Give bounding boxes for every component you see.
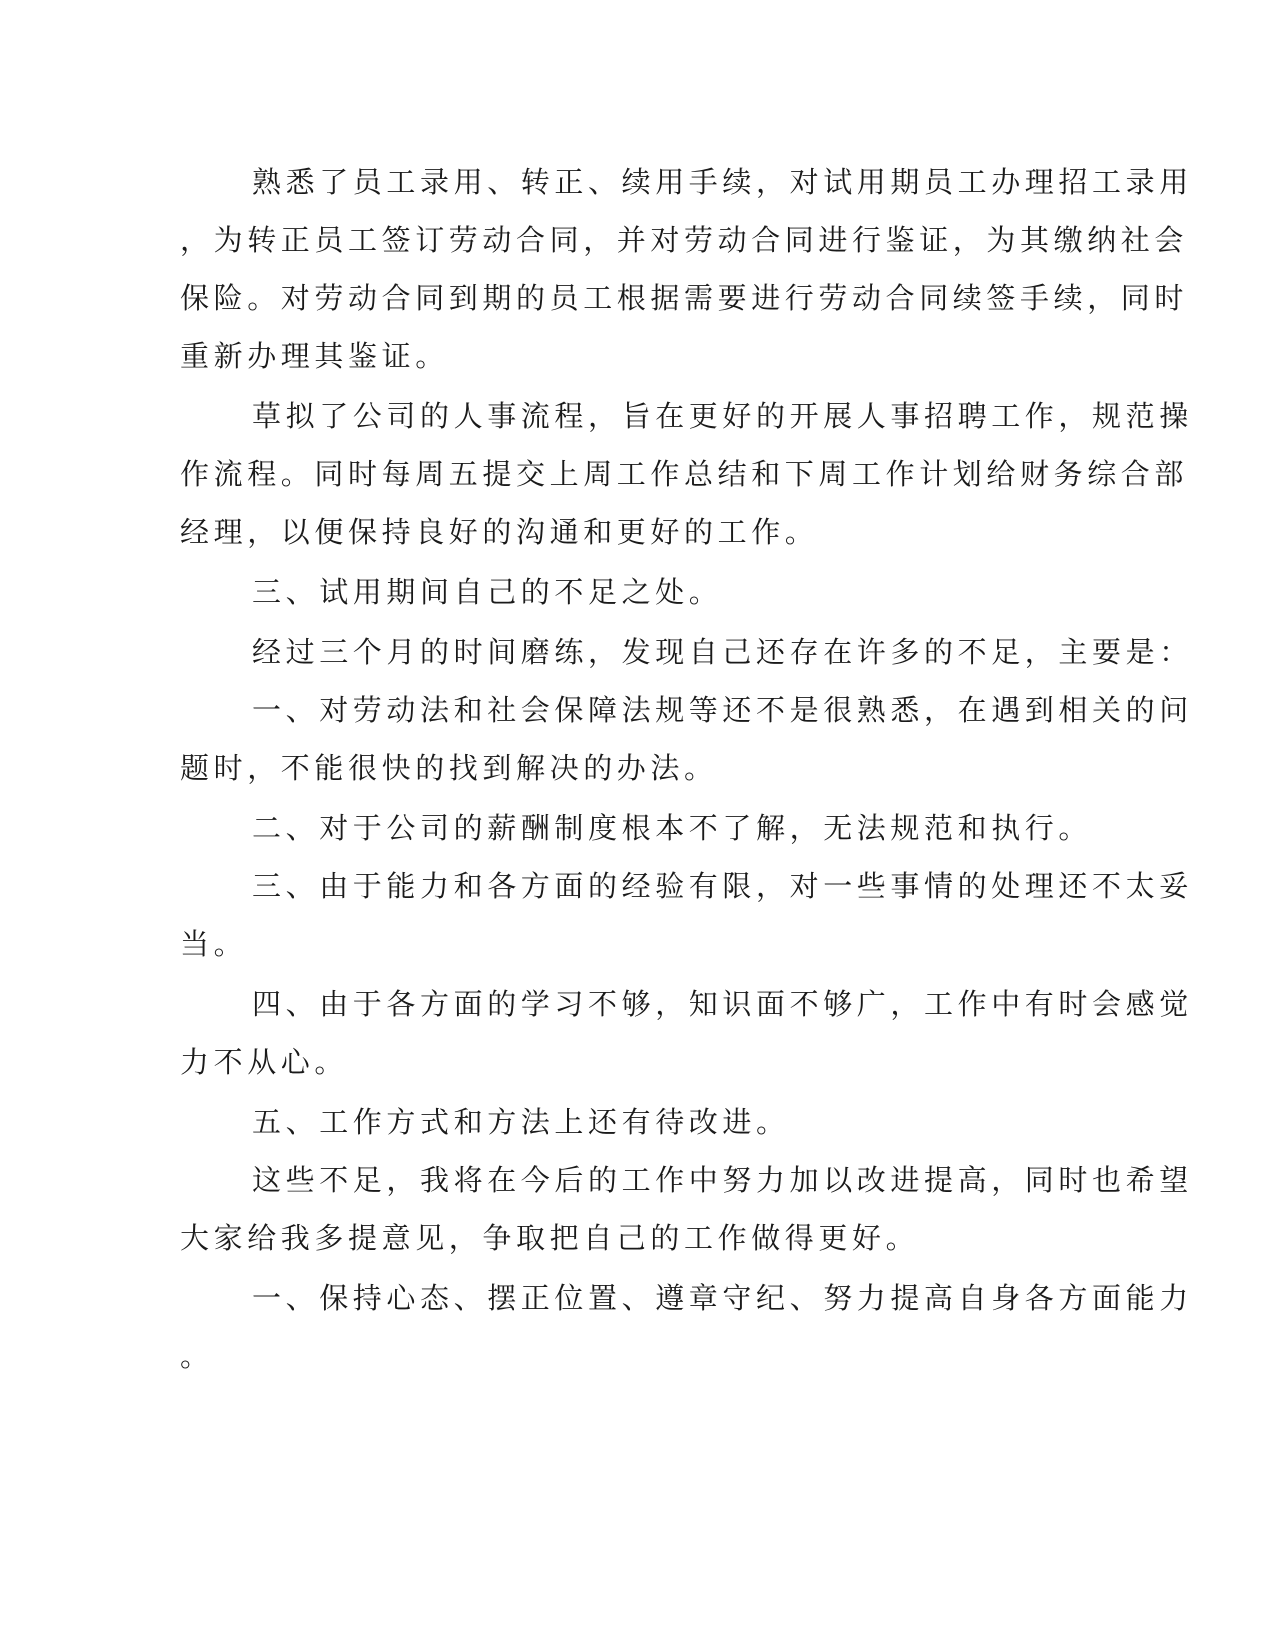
text-line: 草拟了公司的人事流程，旨在更好的开展人事招聘工作，规范操 (252, 399, 1193, 433)
text-line: 题时，不能很快的找到解决的办法。 (180, 751, 718, 785)
text-line: 一、对劳动法和社会保障法规等还不是很熟悉，在遇到相关的问 (252, 693, 1193, 727)
text-line: 四、由于各方面的学习不够，知识面不够广，工作中有时会感觉 (252, 987, 1193, 1021)
text-line: 经过三个月的时间磨练，发现自己还存在许多的不足，主要是： (252, 635, 1193, 669)
text-line: 五、工作方式和方法上还有待改进。 (252, 1105, 790, 1139)
text-line: 作流程。同时每周五提交上周工作总结和下周工作计划给财务综合部 (180, 457, 1189, 491)
text-line: 经理，以便保持良好的沟通和更好的工作。 (180, 515, 819, 549)
text-line: 三、由于能力和各方面的经验有限，对一些事情的处理还不太妥 (252, 869, 1193, 903)
text-line: 当。 (180, 927, 248, 961)
text-line: 。 (180, 1339, 214, 1373)
text-line: 保险。对劳动合同到期的员工根据需要进行劳动合同续签手续，同时 (180, 281, 1189, 315)
text-line: 三、试用期间自己的不足之处。 (252, 575, 723, 609)
text-line: 一、保持心态、摆正位置、遵章守纪、努力提高自身各方面能力 (252, 1281, 1193, 1315)
text-line: 大家给我多提意见，争取把自己的工作做得更好。 (180, 1221, 920, 1255)
text-line: 重新办理其鉴证。 (180, 339, 449, 373)
text-line: 力不从心。 (180, 1045, 349, 1079)
text-line: ，为转正员工签订劳动合同，并对劳动合同进行鉴证，为其缴纳社会 (180, 223, 1189, 257)
text-line: 熟悉了员工录用、转正、续用手续，对试用期员工办理招工录用 (252, 165, 1193, 199)
text-line: 这些不足，我将在今后的工作中努力加以改进提高，同时也希望 (252, 1163, 1193, 1197)
text-line: 二、对于公司的薪酬制度根本不了解，无法规范和执行。 (252, 811, 1093, 845)
